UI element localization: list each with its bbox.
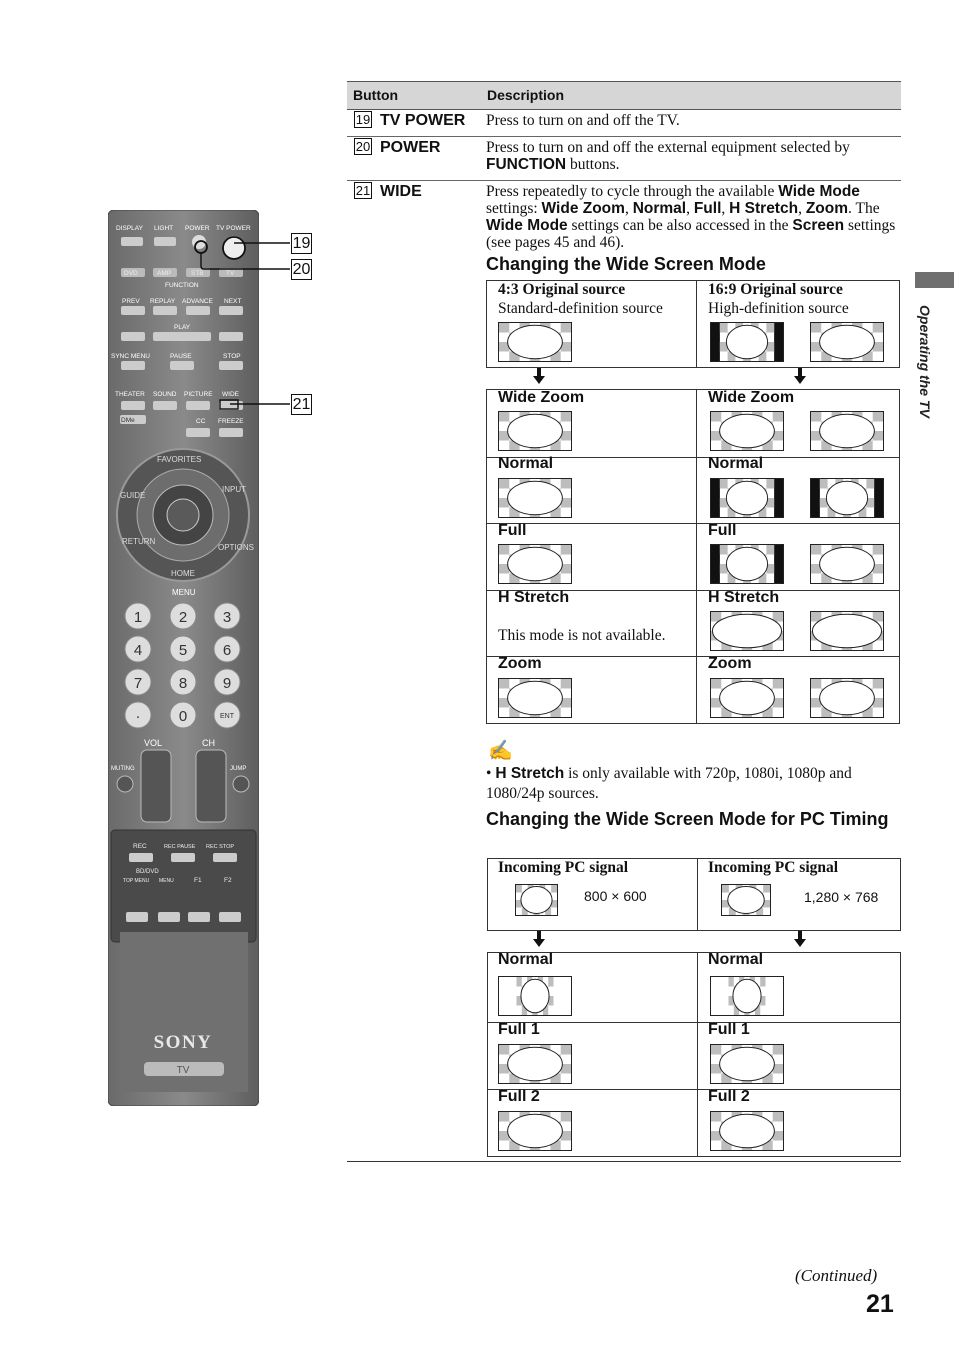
- table-header: [347, 81, 901, 110]
- remote-label-power: POWER: [185, 225, 210, 232]
- remote-label-function: FUNCTION: [165, 282, 199, 289]
- mode-label: H Stretch: [498, 589, 570, 606]
- mode-label: Zoom: [708, 655, 752, 672]
- remote-btn-stb: STB: [191, 270, 204, 277]
- remote-label-sync-menu: SYNC MENU: [111, 353, 151, 360]
- screen-thumbnail: [515, 884, 558, 916]
- remote-digit-9: 9: [222, 675, 232, 692]
- remote-label-rec: REC: [133, 843, 147, 850]
- remote-digit-0: 0: [178, 708, 188, 725]
- remote-label-jump: JUMP: [230, 766, 247, 772]
- remote-label-bd-menu: MENU: [159, 878, 174, 884]
- mode-label: H Stretch: [708, 589, 780, 606]
- screen-thumbnail: [498, 976, 572, 1016]
- remote-ring-favorites: FAVORITES: [157, 455, 202, 464]
- remote-ring-options: OPTIONS: [218, 543, 255, 552]
- down-arrow: [533, 939, 545, 947]
- col2-title: 16:9 Original source: [708, 281, 843, 298]
- mode-label: Normal: [708, 455, 764, 472]
- row-tv-power-desc: Press to turn on and off the TV.: [486, 112, 680, 129]
- remote-label-f1: F1: [194, 877, 202, 884]
- note-pencil-icon: ✍: [488, 740, 513, 762]
- remote-label-menu: MENU: [172, 588, 196, 597]
- mode-label: Full: [708, 522, 737, 539]
- screen-thumbnail: [498, 678, 572, 718]
- button-name: TV POWER: [380, 112, 466, 129]
- remote-label-rec-stop: REC STOP: [206, 844, 235, 850]
- remote-label-light: LIGHT: [154, 225, 174, 232]
- screen-thumbnail: [710, 478, 784, 518]
- screen-thumbnail: [498, 1044, 572, 1084]
- remote-label-replay: REPLAY: [150, 298, 176, 305]
- pc-res-800: 800 × 600: [584, 888, 647, 904]
- row-number: 19: [355, 112, 371, 127]
- col2-sub: High-definition source: [708, 300, 849, 317]
- screen-thumbnail: [810, 611, 884, 651]
- screen-thumbnail: [710, 322, 784, 362]
- callout-19: 19: [292, 235, 311, 252]
- wide-screen-heading: Changing the Wide Screen Mode: [486, 254, 766, 274]
- pc-mode-label: Full 1: [708, 1021, 750, 1038]
- remote-label-dme: DMe: [121, 417, 135, 424]
- screen-thumbnail: [810, 478, 884, 518]
- remote-ring-return: RETURN: [122, 537, 156, 546]
- remote-label-ch: CH: [202, 738, 215, 748]
- not-available-text: This mode is not available.: [498, 627, 666, 644]
- row-power-desc: Press to turn on and off the external equipment selected by FUNCTION buttons.: [486, 139, 850, 173]
- mode-label: Full: [498, 522, 527, 539]
- screen-thumbnail: [710, 678, 784, 718]
- svg-text:Operating the TV: Operating the TV: [917, 305, 933, 418]
- remote-ring-guide: GUIDE: [120, 491, 146, 500]
- pc-mode-label: Normal: [708, 951, 764, 968]
- remote-label-display: DISPLAY: [116, 225, 143, 232]
- screen-thumbnail: [721, 884, 771, 916]
- row-number: 20: [355, 139, 371, 154]
- screen-thumbnail: [498, 544, 572, 584]
- row-wide-button: [354, 182, 422, 201]
- remote-btn-amp: AMP: [157, 270, 172, 277]
- remote-digit-dot: ·: [135, 708, 141, 725]
- button-name: POWER: [380, 139, 441, 156]
- section-side-label: [908, 305, 938, 455]
- remote-label-picture: PICTURE: [184, 391, 213, 398]
- remote-label-advance: ADVANCE: [182, 298, 213, 305]
- callout-lines: [180, 230, 292, 415]
- screen-thumbnail: [810, 411, 884, 451]
- remote-label-vol: VOL: [144, 738, 163, 748]
- remote-label-prev: PREV: [122, 298, 140, 305]
- remote-btn-dvd: DVD: [124, 270, 138, 277]
- pc-mode-label: Normal: [498, 951, 554, 968]
- down-arrow: [794, 939, 806, 947]
- down-arrow: [533, 376, 545, 384]
- remote-digit-5: 5: [178, 642, 188, 659]
- callout-20: 20: [292, 261, 311, 278]
- remote-label-top-menu: TOP MENU: [123, 878, 150, 884]
- page-number: 21: [866, 1290, 894, 1318]
- col1-sub: Standard-definition source: [498, 300, 663, 317]
- remote-digit-8: 8: [178, 675, 188, 692]
- screen-thumbnail: [498, 322, 572, 362]
- continued-label: (Continued): [795, 1266, 878, 1285]
- mode-label: Zoom: [498, 655, 542, 672]
- remote-label-muting: MUTING: [111, 766, 135, 772]
- screen-thumbnail: [498, 1111, 572, 1151]
- header-button: Button: [353, 87, 399, 103]
- remote-digit-ent: ENT: [220, 713, 234, 720]
- screen-thumbnail: [810, 544, 884, 584]
- remote-label-bd-dvd: BD/DVD: [136, 869, 159, 875]
- callout-21: 21: [292, 396, 311, 413]
- row-number: 21: [355, 183, 371, 198]
- screen-thumbnail: [810, 678, 884, 718]
- remote-label-sound: SOUND: [153, 391, 177, 398]
- remote-digit-6: 6: [222, 642, 232, 659]
- remote-label-next: NEXT: [224, 298, 242, 305]
- remote-digit-7: 7: [133, 675, 143, 692]
- remote-label-rec-pause: REC PAUSE: [164, 844, 196, 850]
- note-text: • H Stretch is only available with 720p, 1080i, 1080p and 1080/24p sources.: [486, 765, 852, 802]
- button-name: WIDE: [380, 183, 422, 200]
- pc-timing-heading: Changing the Wide Screen Mode for PC Timing: [486, 809, 889, 829]
- mode-label: Wide Zoom: [498, 389, 585, 406]
- mode-label: Normal: [498, 455, 554, 472]
- remote-ring-input: INPUT: [222, 485, 246, 494]
- remote-digit-4: 4: [133, 642, 143, 659]
- remote-tv-label: TV: [176, 1065, 190, 1076]
- row-power-button: [354, 138, 440, 157]
- pc-col2-title: Incoming PC signal: [708, 859, 839, 876]
- screen-thumbnail: [710, 1111, 784, 1151]
- pc-mode-label: Full 2: [498, 1088, 540, 1105]
- remote-label-play: PLAY: [174, 324, 191, 331]
- remote-label-f2: F2: [224, 877, 232, 884]
- remote-label-pause: PAUSE: [170, 353, 192, 360]
- screen-thumbnail: [710, 976, 784, 1016]
- section-tab-marker: [915, 272, 954, 288]
- remote-digit-1: 1: [133, 609, 143, 626]
- remote-ring-home: HOME: [171, 569, 195, 578]
- pc-mode-label: Full 1: [498, 1021, 540, 1038]
- remote-label-stop: STOP: [223, 353, 241, 360]
- screen-thumbnail: [710, 411, 784, 451]
- header-description: Description: [487, 87, 565, 103]
- screen-thumbnail: [498, 478, 572, 518]
- mode-label: Wide Zoom: [708, 389, 795, 406]
- row-tv-power-button: [354, 111, 465, 130]
- pc-res-1280: 1,280 × 768: [804, 889, 879, 905]
- pc-col1-title: Incoming PC signal: [498, 859, 629, 876]
- pc-mode-label: Full 2: [708, 1088, 750, 1105]
- screen-thumbnail: [498, 411, 572, 451]
- screen-thumbnail: [810, 322, 884, 362]
- col1-title: 4:3 Original source: [498, 281, 626, 298]
- remote-label-freeze: FREEZE: [218, 418, 244, 425]
- remote-label-cc: CC: [196, 418, 206, 425]
- down-arrow: [794, 376, 806, 384]
- screen-thumbnail: [710, 611, 784, 651]
- remote-label-tv-power: TV POWER: [216, 225, 251, 232]
- row-wide-desc: Press repeatedly to cycle through the available Wide Mode settings: Wide Zoom, Normal, Full, H Stretch, Zoom. The Wide Mode settings can be also accessed in the Screen settings (see pages 45 and 46).: [486, 183, 896, 251]
- remote-label-wide: WIDE: [222, 391, 239, 398]
- remote-label-theater: THEATER: [115, 391, 145, 398]
- remote-btn-tv: TV: [226, 270, 235, 277]
- remote-digit-3: 3: [222, 609, 232, 626]
- remote-digit-2: 2: [178, 609, 188, 626]
- screen-thumbnail: [710, 1044, 784, 1084]
- screen-thumbnail: [710, 544, 784, 584]
- remote-brand-logo: SONY: [153, 1032, 213, 1053]
